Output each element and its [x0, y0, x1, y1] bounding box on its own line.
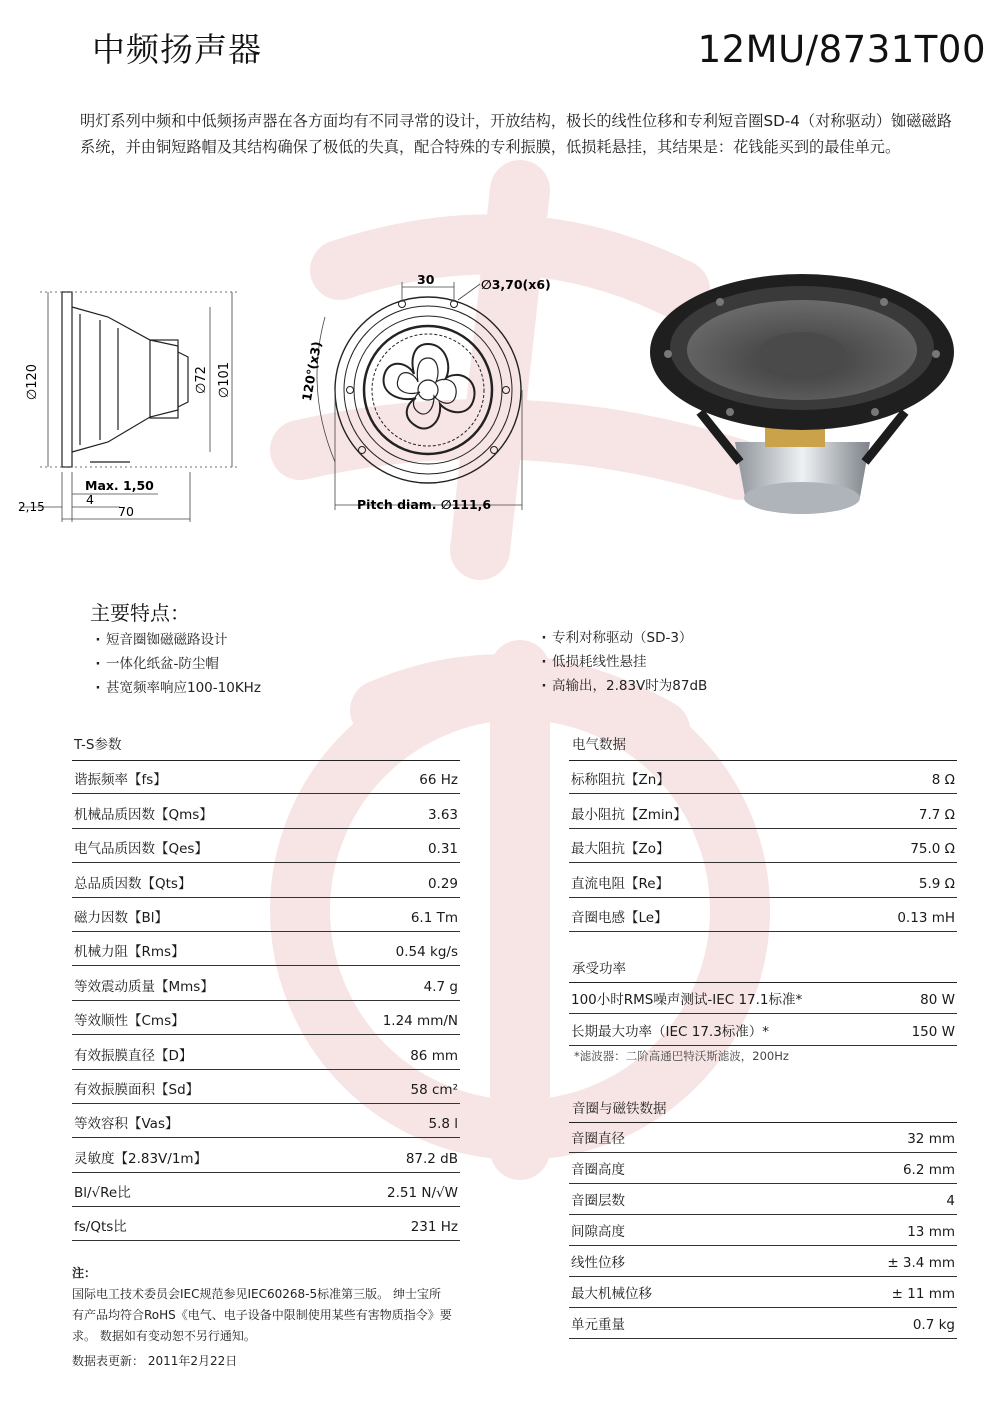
dim-4: 4	[86, 492, 94, 507]
row-value: 58 cm²	[410, 1081, 458, 1098]
row-label: 有效振膜直径【D】	[74, 1047, 193, 1064]
footnote-title: 注：	[72, 1266, 97, 1280]
power-label: 承受功率	[572, 961, 626, 977]
electrical-table	[569, 760, 957, 932]
row-label: 总品质因数【Qts】	[74, 875, 192, 892]
update-date: 数据表更新： 2011年2月22日	[72, 1354, 238, 1368]
table-row	[569, 863, 957, 897]
row-value: 32 mm	[907, 1131, 955, 1147]
table-row	[569, 1246, 957, 1277]
table-row	[72, 1001, 460, 1035]
table-row	[569, 1014, 957, 1046]
dim-d72: ∅72	[194, 366, 209, 394]
electrical-label: 电气数据	[572, 737, 626, 753]
model-number: 12MU/8731T00	[697, 28, 986, 71]
table-row	[569, 1215, 957, 1246]
table-row	[569, 1184, 957, 1215]
row-value: 75.0 Ω	[910, 841, 955, 858]
row-value: 87.2 dB	[405, 1150, 458, 1167]
row-label: 灵敏度【2.83V/1m】	[74, 1150, 208, 1167]
table-row	[72, 1173, 460, 1207]
dim-30: 30	[417, 272, 435, 287]
footnote-text: 国际电工技术委员会IEC规范参见IEC60268-5标准第三版。 绅士宝所有产品均符合RoHS《电气、电子设备中限制使用某些有害物质指令》要求。 数据如有变动恕不另行通知。	[72, 1287, 452, 1343]
feature-item: · 专利对称驱动（SD-3）	[538, 626, 707, 650]
row-label: 间隙高度	[571, 1224, 625, 1240]
power-note: *滤波器：二阶高通巴特沃斯滤波，200Hz	[574, 1049, 789, 1063]
feature-item: · 高输出，2.83V时为87dB	[538, 674, 707, 698]
dim-70: 70	[118, 504, 134, 519]
speaker-drawing	[0, 262, 1000, 532]
row-value: 66 Hz	[419, 772, 458, 789]
row-label: 磁力因数【Bl】	[74, 909, 169, 926]
row-label: 单元重量	[571, 1317, 625, 1333]
table-row	[72, 1104, 460, 1138]
row-label: 等效震动质量【Mms】	[74, 978, 214, 995]
row-label: 最小阻抗【Zmin】	[571, 806, 687, 823]
row-value: 6.1 Tm	[410, 909, 458, 926]
row-value: 2.51 N/√W	[387, 1185, 458, 1202]
table-row	[72, 898, 460, 932]
features-left	[92, 628, 261, 700]
speaker-photo	[650, 274, 954, 514]
table-row	[72, 1035, 460, 1069]
row-label: 有效振膜面积【Sd】	[74, 1081, 200, 1098]
row-value: 86 mm	[410, 1047, 458, 1064]
row-value: 4	[946, 1193, 955, 1209]
row-value: 4.7 g	[423, 978, 458, 995]
row-label: 最大机械位移	[571, 1286, 652, 1302]
features-title: 主要特点：	[90, 601, 190, 625]
row-value: 5.8 l	[428, 1116, 458, 1133]
row-value: 150 W	[911, 1024, 955, 1040]
dim-pitch: Pitch diam. ∅111,6	[357, 497, 492, 512]
table-row	[72, 794, 460, 828]
table-row	[569, 1153, 957, 1184]
row-value: 13 mm	[907, 1224, 955, 1240]
footnote	[72, 1263, 452, 1372]
row-value: 0.29	[427, 875, 458, 892]
row-value: ± 3.4 mm	[887, 1255, 955, 1271]
row-label: 音圈层数	[571, 1193, 625, 1209]
row-label: 电气品质因数【Qes】	[74, 841, 208, 858]
table-row	[72, 760, 460, 794]
power-table	[569, 982, 957, 1046]
table-row	[569, 898, 957, 932]
row-label: 长期最大功率（IEC 17.3标准）*	[571, 1024, 770, 1040]
table-row	[72, 1070, 460, 1104]
row-value: 231 Hz	[410, 1219, 458, 1236]
row-value: 7.7 Ω	[918, 806, 955, 823]
row-label: 100小时RMS噪声测试-IEC 17.1标准*	[571, 992, 803, 1008]
dim-holes: ∅3,70(x6)	[481, 277, 551, 292]
coil-label: 音圈与磁铁数据	[572, 1101, 667, 1117]
row-label: 线性位移	[571, 1255, 625, 1271]
row-value: 0.7 kg	[912, 1317, 955, 1333]
dim-215: 2,15	[18, 500, 45, 514]
table-row	[569, 1277, 957, 1308]
coil-table	[569, 1122, 957, 1339]
row-value: 8 Ω	[931, 772, 955, 789]
row-value: 5.9 Ω	[918, 875, 955, 892]
row-value: 0.31	[427, 841, 458, 858]
table-row	[569, 829, 957, 863]
table-row	[569, 982, 957, 1014]
ts-table	[72, 760, 460, 1241]
row-label: fs/Qts比	[74, 1219, 127, 1236]
ts-label: T-S参数	[74, 737, 122, 753]
features-right	[538, 626, 707, 698]
dim-angle: 120°(x3)	[298, 340, 325, 403]
row-label: 音圈电感【Le】	[571, 909, 668, 926]
intro-paragraph: 明灯系列中频和中低频扬声器在各方面均有不同寻常的设计，开放结构，极长的线性位移和专利短音圈SD-4（对称驱动）铷磁磁路系统，并由铜短路帽及其结构确保了极低的失真，配合特殊的专利振膜，低损耗悬挂，其结果是：花钱能买到的最佳单元。	[80, 112, 952, 156]
row-value: 0.13 mH	[897, 909, 955, 926]
row-label: 谐振频率【fs】	[74, 772, 167, 789]
row-label: 直流电阻【Re】	[571, 875, 670, 892]
table-row	[72, 829, 460, 863]
row-value: 3.63	[427, 806, 458, 823]
table-row	[72, 1138, 460, 1172]
table-row	[72, 863, 460, 897]
table-row	[72, 966, 460, 1000]
row-label: 等效顺性【Cms】	[74, 1013, 185, 1030]
row-label: 机械力阻【Rms】	[74, 944, 185, 961]
feature-item: · 甚宽频率响应100-10KHz	[92, 676, 261, 700]
row-label: 音圈高度	[571, 1162, 625, 1178]
feature-item: · 一体化纸盆-防尘帽	[92, 652, 261, 676]
row-label: 等效容积【Vas】	[74, 1116, 179, 1133]
table-row	[569, 760, 957, 794]
front-view-drawing	[335, 297, 521, 483]
row-value: 6.2 mm	[902, 1162, 955, 1178]
row-value: 1.24 mm/N	[382, 1013, 458, 1030]
row-label: 标称阻抗【Zn】	[571, 772, 670, 789]
dim-d101: ∅101	[217, 361, 232, 399]
row-label: 最大阻抗【Zo】	[571, 841, 670, 858]
side-view-drawing	[62, 292, 188, 467]
dim-max: Max. 1,50	[85, 478, 154, 493]
table-row	[72, 932, 460, 966]
row-value: ± 11 mm	[891, 1286, 955, 1302]
table-row	[569, 794, 957, 828]
page-title: 中频扬声器	[92, 30, 262, 69]
feature-item: · 低损耗线性悬挂	[538, 650, 707, 674]
row-value: 80 W	[920, 992, 955, 1008]
row-label: 机械品质因数【Qms】	[74, 806, 213, 823]
row-label: Bl/√Re比	[74, 1185, 131, 1202]
feature-item: · 短音圈铷磁磁路设计	[92, 628, 261, 652]
table-row	[569, 1308, 957, 1339]
row-value: 0.54 kg/s	[395, 944, 458, 961]
dim-d120: ∅120	[25, 363, 40, 401]
table-row	[72, 1207, 460, 1241]
row-label: 音圈直径	[571, 1131, 625, 1147]
table-row	[569, 1122, 957, 1153]
